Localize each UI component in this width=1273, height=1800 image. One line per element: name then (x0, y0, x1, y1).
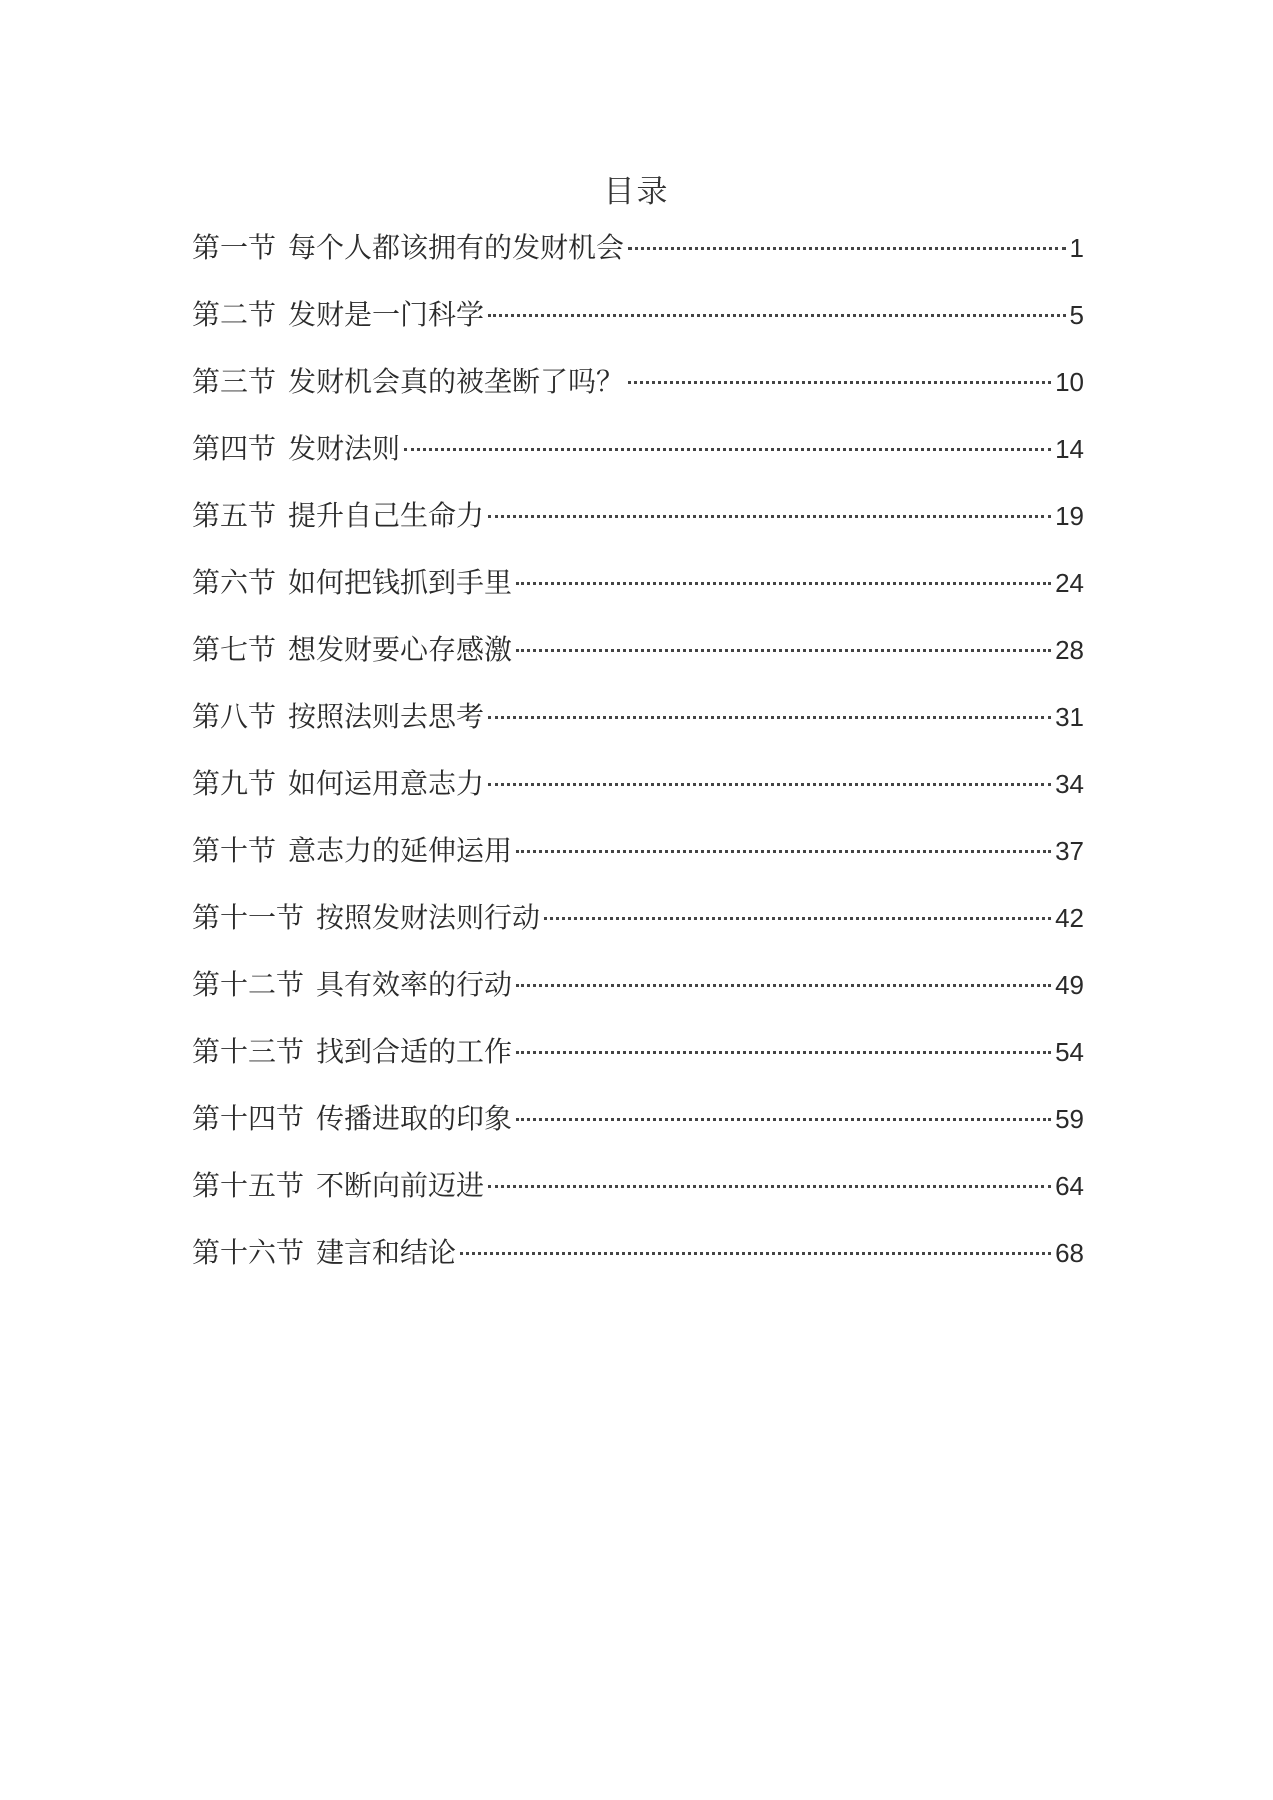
toc-entry[interactable] (192, 228, 1084, 295)
toc-entry[interactable] (192, 630, 1084, 697)
toc-section-title: 每个人都该拥有的发财机会 (288, 231, 625, 264)
toc-entry-label (192, 965, 512, 1005)
toc-entry[interactable] (192, 764, 1084, 831)
toc-entry-label (192, 1099, 512, 1139)
toc-section-title: 发财是一门科学 (288, 298, 485, 331)
toc-section-title: 想发财要心存感激 (288, 633, 513, 666)
toc-entry-label (192, 1166, 484, 1206)
toc-entry-label (192, 362, 624, 402)
toc-entry[interactable] (192, 362, 1084, 429)
toc-entry[interactable] (192, 1032, 1084, 1099)
toc-section-title: 不断向前迈进 (316, 1169, 485, 1202)
toc-entry-label (192, 1233, 456, 1273)
toc-section-number: 第五节 (192, 499, 277, 532)
toc-entry-label (192, 563, 512, 603)
dot-leader (628, 381, 1051, 384)
toc-entry[interactable] (192, 295, 1084, 362)
toc-section-title: 意志力的延伸运用 (288, 834, 513, 867)
toc-page-number: 64 (1055, 1171, 1084, 1201)
toc-page-number: 28 (1055, 635, 1084, 665)
toc-page-number: 31 (1055, 702, 1084, 732)
toc-entry-label (192, 496, 484, 536)
toc-entry[interactable] (192, 563, 1084, 630)
toc-section-title: 发财法则 (288, 432, 401, 465)
toc-section-title: 建言和结论 (316, 1236, 457, 1269)
toc-section-title: 具有效率的行动 (316, 968, 513, 1001)
dot-leader (516, 582, 1051, 585)
toc-section-title: 发财机会真的被垄断了吗？ (288, 365, 625, 398)
toc-entry-label (192, 630, 512, 670)
toc-page-number: 34 (1055, 769, 1084, 799)
dot-leader (488, 716, 1051, 719)
toc-entry-label (192, 295, 484, 335)
toc-section-number: 第七节 (192, 633, 277, 666)
toc-section-number: 第十节 (192, 834, 277, 867)
toc-section-number: 第一节 (192, 231, 277, 264)
toc-entry-label (192, 429, 400, 469)
dot-leader (516, 1118, 1051, 1121)
toc-entry-label (192, 898, 540, 938)
toc-entry-label (192, 831, 512, 871)
toc-title: 目录 (603, 174, 670, 210)
toc-section-number: 第九节 (192, 767, 277, 800)
toc-section-title: 如何运用意志力 (288, 767, 485, 800)
toc-entry[interactable] (192, 831, 1084, 898)
dot-leader (488, 314, 1066, 317)
toc-entry-label (192, 697, 484, 737)
toc-page-number: 68 (1055, 1238, 1084, 1268)
dot-leader (488, 1185, 1051, 1188)
dot-leader (404, 448, 1051, 451)
dot-leader (488, 515, 1051, 518)
dot-leader (516, 850, 1051, 853)
toc-page-number: 19 (1055, 501, 1084, 531)
toc-section-title: 提升自己生命力 (288, 499, 485, 532)
toc-entry[interactable] (192, 898, 1084, 965)
toc-page-number: 42 (1055, 903, 1084, 933)
toc-entry[interactable] (192, 496, 1084, 563)
toc-section-number: 第二节 (192, 298, 277, 331)
toc-list (192, 228, 1084, 1300)
toc-section-number: 第十一节 (192, 901, 305, 934)
toc-section-number: 第六节 (192, 566, 277, 599)
dot-leader (488, 783, 1051, 786)
toc-entry[interactable] (192, 429, 1084, 496)
toc-page-number: 14 (1055, 434, 1084, 464)
toc-entry[interactable] (192, 1233, 1084, 1300)
toc-entry-label (192, 764, 484, 804)
toc-page-number: 59 (1055, 1104, 1084, 1134)
toc-section-title: 传播进取的印象 (316, 1102, 513, 1135)
dot-leader (460, 1252, 1051, 1255)
toc-section-number: 第十六节 (192, 1236, 305, 1269)
toc-page-number: 24 (1055, 568, 1084, 598)
dot-leader (516, 984, 1051, 987)
toc-section-number: 第十三节 (192, 1035, 305, 1068)
toc-entry[interactable] (192, 697, 1084, 764)
toc-entry-label (192, 228, 624, 268)
toc-section-title: 按照发财法则行动 (316, 901, 541, 934)
toc-page-number: 5 (1069, 300, 1084, 330)
toc-page-number: 54 (1055, 1037, 1084, 1067)
dot-leader (628, 247, 1066, 250)
toc-section-number: 第十二节 (192, 968, 305, 1001)
toc-section-title: 找到合适的工作 (316, 1035, 513, 1068)
dot-leader (516, 649, 1051, 652)
toc-page-number: 37 (1055, 836, 1084, 866)
toc-page-number: 49 (1055, 970, 1084, 1000)
toc-section-number: 第十四节 (192, 1102, 305, 1135)
toc-page-number: 10 (1055, 367, 1084, 397)
dot-leader (544, 917, 1051, 920)
toc-page-number: 1 (1069, 233, 1084, 263)
toc-section-number: 第四节 (192, 432, 277, 465)
toc-entry[interactable] (192, 1099, 1084, 1166)
dot-leader (516, 1051, 1051, 1054)
toc-entry-label (192, 1032, 512, 1072)
toc-section-title: 按照法则去思考 (288, 700, 485, 733)
toc-entry[interactable] (192, 965, 1084, 1032)
toc-entry[interactable] (192, 1166, 1084, 1233)
toc-section-number: 第三节 (192, 365, 277, 398)
toc-section-number: 第十五节 (192, 1169, 305, 1202)
toc-section-number: 第八节 (192, 700, 277, 733)
toc-section-title: 如何把钱抓到手里 (288, 566, 513, 599)
